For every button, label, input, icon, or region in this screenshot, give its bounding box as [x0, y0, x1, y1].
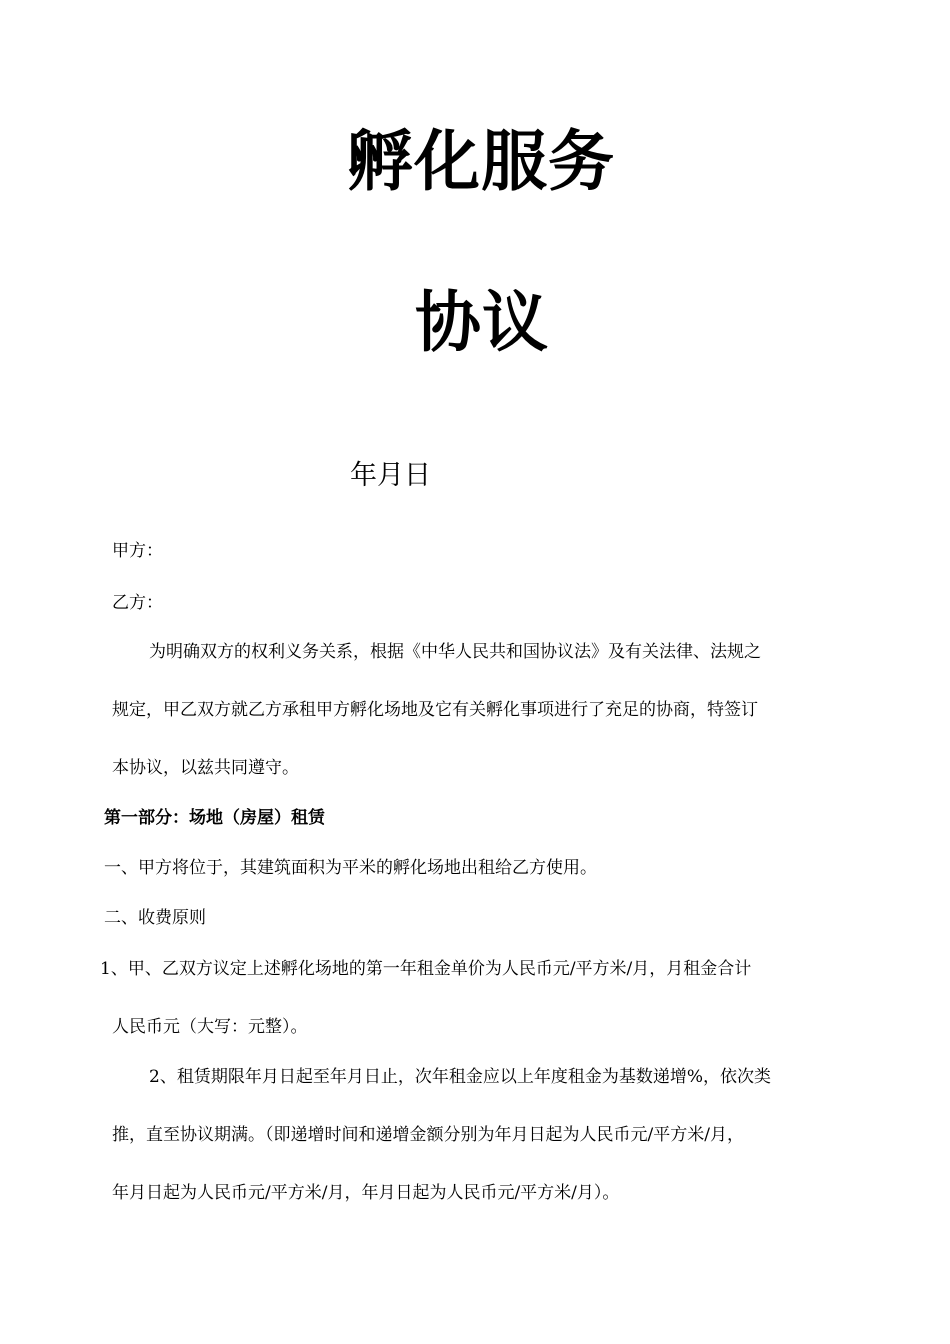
intro-paragraph-line: 本协议，以兹共同遵守。	[112, 758, 299, 778]
signing-date: 年月日	[350, 460, 431, 491]
intro-paragraph-line: 为明确双方的权利义务关系，根据《中华人民共和国协议法》及有关法律、法规之	[149, 642, 761, 662]
intro-paragraph-line: 规定，甲乙双方就乙方承租甲方孵化场地及它有关孵化事项进行了充足的协商，特签订	[112, 700, 758, 720]
subclause-2-line: 2、租赁期限年月日起至年月日止，次年租金应以上年度租金为基数递增%，依次类	[149, 1067, 771, 1087]
document-title-line1: 孵化服务	[347, 123, 615, 200]
subclause-2-line: 推，直至协议期满。（即递增时间和递增金额分别为年月日起为人民币元/平方米/月，	[112, 1125, 744, 1145]
subclause-2-line: 年月日起为人民币元/平方米/月，年月日起为人民币元/平方米/月）。	[112, 1183, 620, 1203]
party-b-label: 乙方：	[112, 593, 163, 613]
subclause-1-line: 1、甲、乙双方议定上述孵化场地的第一年租金单价为人民币元/平方米/月，月租金合计	[100, 959, 752, 979]
clause-item-2: 二、收费原则	[104, 908, 206, 928]
subclause-1-line: 人民币元（大写：元整）。	[112, 1017, 308, 1037]
clause-item-1: 一、甲方将位于，其建筑面积为平米的孵化场地出租给乙方使用。	[104, 858, 597, 878]
section-heading-part1: 第一部分：场地（房屋）租赁	[104, 808, 325, 828]
party-a-label: 甲方：	[112, 541, 163, 561]
document-title-line2: 协议	[415, 284, 549, 361]
